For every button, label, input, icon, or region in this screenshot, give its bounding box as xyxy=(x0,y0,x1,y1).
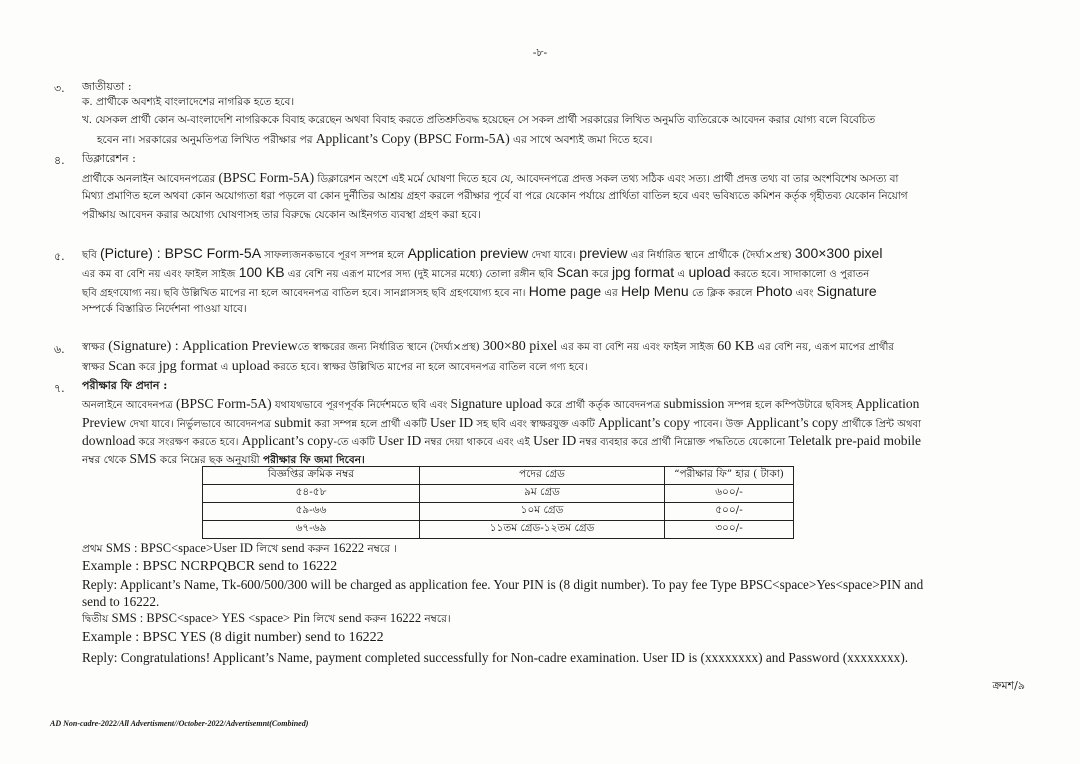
fee-table-header-grade: পদের গ্রেড xyxy=(420,467,665,485)
section-7-line1: অনলাইনে আবেদনপত্র (BPSC Form-5A) যথাযথভাবে পূরণপূর্বক নির্দেশমতে ছবি এবং Signature upload করে প্রার্থী কর্তৃক আবেদনপত্র submission সম্পন্ন হলে কম্পিউটারে ছবিসহ Application xyxy=(82,396,920,411)
fee-table-header-fee: “পরীক্ষার ফি” হার ( টাকা) xyxy=(665,467,794,485)
section-6-number: ৬. xyxy=(54,343,65,356)
section-4-line3: পরীক্ষায় আবেদন করার অযোগ্য ঘোষণাসহ তার বিরুদ্ধে যেকোন আইনগত ব্যবস্থা গ্রহণ করা হবে। xyxy=(82,209,481,221)
section-4-line2: মিথ্যা প্রমাণিত হলে অথবা কোন অযোগ্যতা ধরা পড়লে বা কোন দুর্নীতির আশ্রয় গ্রহণ করলে পরীক্ষার পূর্বে বা পরে যেকোন পর্যায়ে প্রার্থিতা বাতিল হবে এবং ভবিষ্যতে কমিশন কর্তৃক গৃহীতব্য যেকোন নিয়োগ xyxy=(82,190,908,202)
section-6-line1: স্বাক্ষর (Signature) : Application Previewতে স্বাক্ষরের জন্য নির্ধারিত স্থানে (দৈর্ঘ্য×প্রস্থ) 300×80 pixel এর কম বা বেশি নয় এবং ফাইল সাইজ 60 KB এর বেশি নয়, এরূপ মাপের প্রার্থীর xyxy=(82,339,895,354)
section-5-line3: ছবি গ্রহণযোগ্য নয়। ছবি উল্লিখিত মাপের না হলে আবেদনপত্র বাতিল হবে। সানগ্লাসসহ ছবি গ্রহণযোগ্য হবে না। Home page এর Help Menu তে ক্লিক করলে Photo এবং Signature xyxy=(82,283,877,299)
fee-table-header-row xyxy=(203,467,794,485)
fee-table-cell: ৩০০/- xyxy=(665,521,794,539)
fee-table-cell: ১১তম গ্রেড-১২তম গ্রেড xyxy=(420,521,665,539)
fee-table-cell: ৬৭-৬৯ xyxy=(203,521,420,539)
section-7-title: পরীক্ষার ফি প্রদান : xyxy=(82,379,168,392)
section-5-line1: ছবি (Picture) : BPSC Form-5A সাফল্যজনকভাবে পূরণ সম্পন্ন হলে Application preview দেখা যাবে। preview এর নির্ধারিত স্থানে প্রার্থীকে (দৈর্ঘ্য×প্রস্থ) 300×300 pixel xyxy=(82,245,883,261)
section-5-number: ৫. xyxy=(54,250,65,263)
section-4-title: ডিক্লারেশন : xyxy=(82,152,136,165)
section-7-line2: Preview দেখা যাবে। নির্ভুলভাবে আবেদনপত্র submit করা সম্পন্ন হলে প্রার্থী একটি User ID সহ ছবি এবং স্বাক্ষরযুক্ত একটি Applicant’s copy পাবেন। উক্ত Applicant’s copy প্রার্থীকে প্রিন্ট অথবা xyxy=(82,415,922,430)
section-4-line1: প্রার্থীকে অনলাইন আবেদনপত্রের (BPSC Form-5A) ডিক্লারেশন অংশে এই মর্মে ঘোষণা দিতে হবে যে, আবেদনপত্রে প্রদত্ত সকল তথ্য সঠিক এবং সত্য। প্রার্থী প্রদত্ত তথ্য বা তার অংশবিশেষ অসত্য বা xyxy=(82,170,899,185)
section-5-line4: সম্পর্কে বিস্তারিত নির্দেশনা পাওয়া যাবে। xyxy=(82,303,247,315)
section-3-number: ৩. xyxy=(54,82,65,95)
continued-marker: ক্রমশ/৯ xyxy=(992,679,1025,692)
table-row xyxy=(203,503,794,521)
reply-1-line2: send to 16222. xyxy=(82,594,160,609)
fee-table-header-serial: বিজ্ঞপ্তির ক্রমিক নম্বর xyxy=(203,467,420,485)
section-4-number: ৪. xyxy=(54,154,65,167)
reply-2: Reply: Congratulations! Applicant’s Name, payment completed successfully for Non-cadre examination. User ID is (xxxxxxxx) and Password (xxxxxxxx). xyxy=(82,650,909,665)
section-3-item-kha-line2: হবেন না। সরকারের অনুমতিপত্র লিখিত পরীক্ষার পর Applicant’s Copy (BPSC Form-5A) এর সাথে অবশ্যই জমা দিতে হবে। xyxy=(97,131,653,146)
section-3-title: জাতীয়তা : xyxy=(82,80,132,93)
section-5-line2: এর কম বা বেশি নয় এবং ফাইল সাইজ 100 KB এর বেশি নয় এরূপ মাপের সদ্য (দুই মাসের মধ্যে) তোলা রঙ্গীন ছবি Scan করে jpg format এ upload করতে হবে। সাদাকালো ও পুরাতন xyxy=(82,264,870,280)
fee-table-cell: ৬০০/- xyxy=(665,485,794,503)
fee-table-cell: ৫৯-৬৬ xyxy=(203,503,420,521)
table-row xyxy=(203,485,794,503)
page-number: -৮- xyxy=(532,46,548,59)
footer-reference: AD Non-cadre-2022/All Advertisment//October-2022/Advertisemnt(Combined) xyxy=(50,719,309,728)
example-2: Example : BPSC YES (8 digit number) send to 16222 xyxy=(82,630,384,645)
table-row xyxy=(203,521,794,539)
section-7-line4: নম্বর থেকে SMS করে নিম্নের ছক অনুযায়ী পরীক্ষার ফি জমা দিবেন। xyxy=(82,451,365,466)
section-6-line2: স্বাক্ষর Scan করে jpg format এ upload করতে হবে। স্বাক্ষর উল্লিখিত মাপের না হলে আবেদনপত্র বাতিল বলে গণ্য হবে। xyxy=(82,359,588,374)
fee-table-cell: ৫৪-৫৮ xyxy=(203,485,420,503)
second-sms-instruction: দ্বিতীয় SMS : BPSC<space> YES <space> Pin লিখে send করুন 16222 নম্বরে। xyxy=(82,611,451,625)
fee-table-cell: ৯ম গ্রেড xyxy=(420,485,665,503)
first-sms-instruction: প্রথম SMS : BPSC<space>User ID লিখে send করুন 16222 নম্বরে । xyxy=(82,541,397,555)
reply-1-line1: Reply: Applicant’s Name, Tk-600/500/300 will be charged as application fee. Your PIN is (8 digit number). To pay fee Type BPSC<space>Yes<space>PIN and xyxy=(82,577,924,592)
section-7-number: ৭. xyxy=(54,382,65,395)
fee-table-cell: ৫০০/- xyxy=(665,503,794,521)
fee-table-cell: ১০ম গ্রেড xyxy=(420,503,665,521)
section-3-item-ka: ক. প্রার্থীকে অবশ্যই বাংলাদেশের নাগরিক হতে হবে। xyxy=(82,96,295,108)
section-3-item-kha-line1: খ. যেসকল প্রার্থী কোন অ-বাংলাদেশি নাগরিককে বিবাহ করেছেন অথবা বিবাহ করতে প্রতিশ্রুতিবদ্ধ হয়েছেন সে সকল প্রার্থী সরকারের লিখিত অনুমতি ব্যতিরেকে আবেদন করার যোগ্য বলে বিবেচিত xyxy=(82,114,875,126)
example-1: Example : BPSC NCRPQBCR send to 16222 xyxy=(82,559,338,574)
fee-table xyxy=(202,466,794,539)
section-7-line3: download করে সংরক্ষণ করতে হবে। Applicant’s copy-তে একটি User ID নম্বর দেয়া থাকবে এবং এই User ID নম্বর ব্যবহার করে প্রার্থী নিম্নোক্ত পদ্ধতিতে যেকোনো Teletalk pre-paid mobile xyxy=(82,433,921,448)
